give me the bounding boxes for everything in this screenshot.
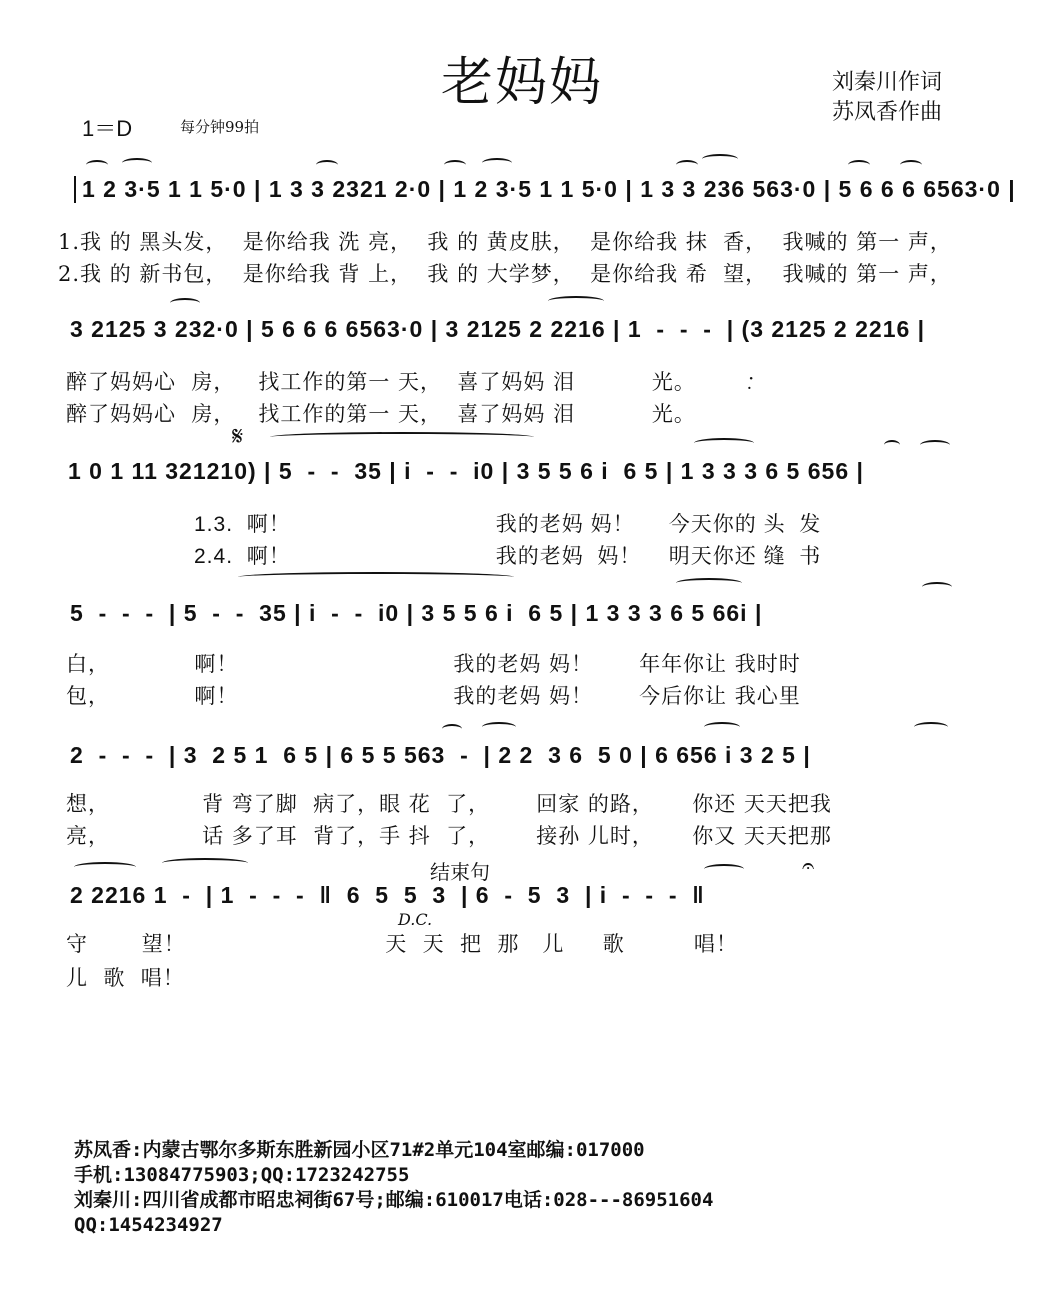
slur bbox=[914, 722, 948, 732]
slur bbox=[86, 160, 108, 170]
notation-row-3: 1 0 1 11 321210) | 5 - - 35 | i - - i0 | 3 5 5 6 i 6 5 | 1 3 3 3 6 5 656 | bbox=[68, 458, 864, 484]
notation-row-4: 5 - - - | 5 - - 35 | i - - i0 | 3 5 5 6 i 6 5 | 1 3 3 3 6 5 66i | bbox=[70, 600, 763, 626]
slur bbox=[74, 862, 136, 872]
notation-row-5: 2 - - - | 3 2 5 1 6 5 | 6 5 5 563 - | 2 2 3 6 5 0 | 6 656 i 3 2 5 | bbox=[70, 742, 811, 768]
slur bbox=[122, 158, 152, 168]
contact-line: 刘秦川:四川省成都市昭忠祠街67号;邮编:610017电话:028---86951604 bbox=[74, 1189, 714, 1211]
notation-row-2: 3 2125 3 232·0 | 5 6 6 6 6563·0 | 3 2125 2 2216 | 1 - - - | (3 2125 2 2216 | bbox=[70, 316, 926, 342]
lyric-row-4-verse-1: 白， 啊！ 我的老妈 妈！ 年年你让 我时时 bbox=[66, 652, 801, 676]
lyric-row-2-verse-1: 醉了妈妈心 房， 找工作的第一 天， 喜了妈妈 泪 光。 bbox=[66, 370, 696, 394]
slur bbox=[482, 158, 512, 168]
lyric-row-5-verse-2: 亮， 话 多了耳 背了，手 抖 了， 接孙 儿时， 你又 天天把那 bbox=[66, 824, 832, 848]
ending-phrase-label: 结束句 bbox=[430, 860, 490, 884]
slur bbox=[704, 864, 744, 874]
lyric-row-6-verse-2: 儿 歌 唱！ bbox=[66, 966, 185, 990]
slur bbox=[444, 160, 466, 170]
lyric-row-3-verse-1: 1.3. 啊！ 我的老妈 妈！ 今天你的 头 发 bbox=[194, 513, 822, 536]
slur bbox=[884, 440, 900, 450]
slur bbox=[676, 160, 698, 170]
slur bbox=[704, 722, 740, 732]
slur bbox=[270, 432, 534, 442]
slur bbox=[170, 298, 200, 308]
stray-mark: ·̣ bbox=[748, 366, 755, 390]
lyric-row-2-verse-2: 醉了妈妈心 房， 找工作的第一 天， 喜了妈妈 泪 光。 bbox=[66, 402, 696, 426]
dc-marking: D.C. bbox=[398, 910, 433, 929]
slur bbox=[702, 154, 738, 164]
lyric-row-1-verse-2: 2.我 的 新书包， 是你给我 背 上， 我 的 大学梦， 是你给我 希 望， 我喊的 第一 声， bbox=[58, 262, 952, 286]
slur bbox=[482, 722, 516, 732]
fermata-sign: 𝄐 bbox=[802, 854, 815, 879]
tempo-marking: 每分钟99拍 bbox=[180, 118, 260, 136]
notation-row-1: 1 2 3·5 1 1 5·0 | 1 3 3 2321 2·0 | 1 2 3·5 1 1 5·0 | 1 3 3 236 563·0 | 5 6 6 6 6563·0 | bbox=[74, 176, 1016, 203]
slur bbox=[676, 578, 742, 588]
lyric-row-1-verse-1: 1.我 的 黑头发， 是你给我 洗 亮， 我 的 黄皮肤， 是你给我 抹 香， 我喊的 第一 声， bbox=[58, 230, 952, 254]
composer: 苏凤香作曲 bbox=[832, 100, 943, 125]
contact-line: QQ:1454234927 bbox=[74, 1214, 223, 1236]
slur bbox=[316, 160, 338, 170]
lyric-row-3-verse-2: 2.4. 啊！ 我的老妈 妈！ 明天你还 缝 书 bbox=[194, 545, 822, 568]
slur bbox=[162, 858, 248, 868]
segno-sign: 𝄋 bbox=[232, 422, 244, 452]
contact-line: 苏凤香:内蒙古鄂尔多斯东胜新园小区71#2单元104室邮编:017000 bbox=[74, 1139, 645, 1161]
contact-line: 手机:13084775903;QQ:1723242755 bbox=[74, 1164, 410, 1186]
notation-row-6: 2 2216 1 - | 1 - - - ‖ 6 5 5 3 | 6 - 5 3 | i - - - ‖ bbox=[70, 882, 705, 908]
contact-info bbox=[74, 1138, 713, 1238]
lyricist: 刘秦川作词 bbox=[832, 70, 943, 95]
slur bbox=[442, 724, 462, 734]
credits bbox=[832, 68, 942, 128]
slur bbox=[548, 296, 604, 306]
song-title: 老妈妈 bbox=[440, 53, 603, 113]
slur bbox=[694, 438, 754, 448]
slur bbox=[900, 160, 922, 170]
slur bbox=[238, 572, 514, 582]
slur bbox=[920, 440, 950, 450]
lyric-row-4-verse-2: 包， 啊！ 我的老妈 妈！ 今后你让 我心里 bbox=[66, 684, 801, 708]
slur bbox=[922, 582, 952, 592]
slur bbox=[848, 160, 870, 170]
lyric-row-5-verse-1: 想， 背 弯了脚 病了，眼 花 了， 回家 的路， 你还 天天把我 bbox=[66, 792, 832, 816]
lyric-row-6-verse-1: 守 望！ 天 天 把 那 儿 歌 唱！ bbox=[66, 932, 738, 956]
key-signature: 1＝D bbox=[82, 116, 133, 141]
